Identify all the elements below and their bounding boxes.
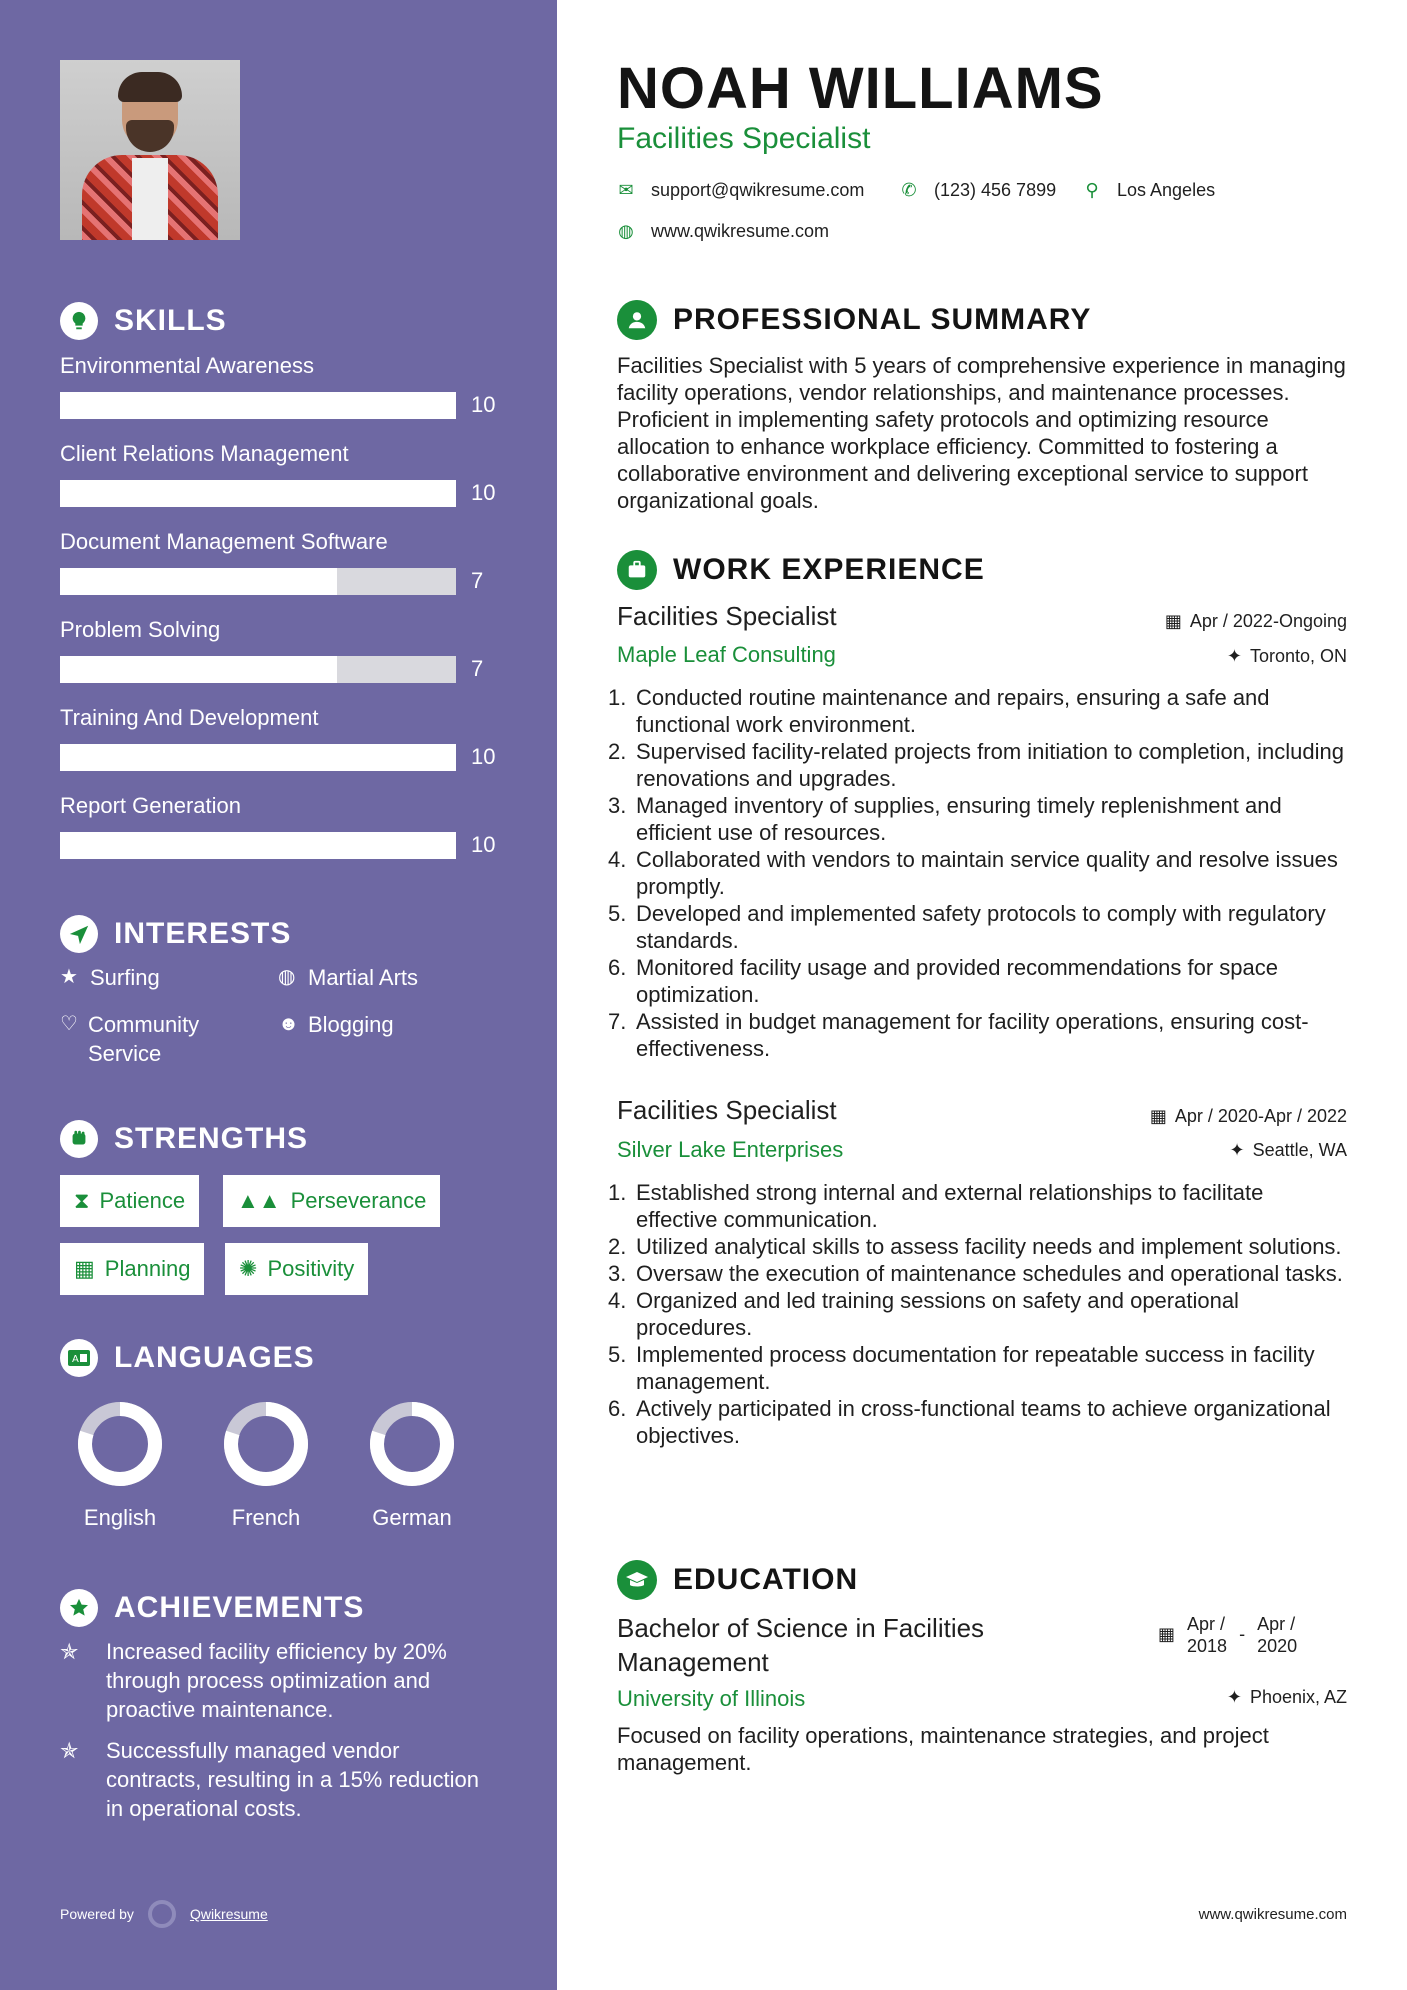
duty-item xyxy=(608,684,1348,738)
lightbulb-icon xyxy=(60,302,98,340)
skill-name: Problem Solving xyxy=(60,617,221,642)
skills-title: SKILLS xyxy=(114,304,227,337)
duty-item xyxy=(608,792,1348,846)
summary-title: PROFESSIONAL SUMMARY xyxy=(673,303,1092,336)
strength-label: Planning xyxy=(104,1256,191,1281)
duty-number: 4. xyxy=(608,847,627,872)
star-icon: ★ xyxy=(60,966,78,988)
achievement-item xyxy=(60,1736,490,1823)
education-title: EDUCATION xyxy=(673,1563,859,1596)
achievement-text: Increased facility efficiency by 20% through process optimization and proactive maintenance. xyxy=(106,1639,447,1722)
edu-start-month: Apr / xyxy=(1187,1614,1226,1634)
language-item xyxy=(352,1399,472,1531)
sun-icon: ✺ xyxy=(239,1256,258,1281)
duty-text: Oversaw the execution of maintenance schedules and operational tasks. xyxy=(636,1261,1343,1286)
skill-value: 10 xyxy=(471,744,496,769)
contact-phone[interactable] xyxy=(900,180,1056,201)
strength-label: Perseverance xyxy=(290,1188,427,1213)
language-ring xyxy=(221,1399,311,1489)
edu-end-year: 2020 xyxy=(1257,1636,1298,1656)
duty-item xyxy=(608,1395,1348,1449)
strength-badge xyxy=(60,1175,199,1227)
calendar-icon: ▦ xyxy=(1158,1624,1176,1644)
job-company: Maple Leaf Consulting xyxy=(617,642,836,667)
email-text: support@qwikresume.com xyxy=(651,180,865,200)
fist-icon xyxy=(60,1120,98,1158)
envelope-icon: ✉ xyxy=(618,180,634,200)
education-text: Focused on facility operations, maintenance strategies, and project management. xyxy=(617,1723,1269,1775)
job-dates-text: Apr / 2020-Apr / 2022 xyxy=(1174,1106,1347,1126)
binoculars-icon: ▲▲ xyxy=(237,1188,281,1213)
job-dates xyxy=(1150,1106,1347,1127)
job-duties xyxy=(608,1179,1348,1449)
strength-badge xyxy=(223,1175,440,1227)
skill-name: Training And Development xyxy=(60,705,319,730)
duty-number: 7. xyxy=(608,1009,627,1034)
edu-end-month: Apr / xyxy=(1257,1614,1296,1634)
duty-text: Organized and led training sessions on safety and operational procedures. xyxy=(636,1288,1239,1340)
interest-item xyxy=(278,963,418,992)
skill-value: 10 xyxy=(471,480,496,505)
job-company: Silver Lake Enterprises xyxy=(617,1137,844,1162)
edu-end xyxy=(1257,1613,1297,1657)
footer-url[interactable]: www.qwikresume.com xyxy=(1198,1906,1347,1923)
achievement-text: Successfully managed vendor contracts, resulting in a 15% reduction in operational costs. xyxy=(106,1738,479,1821)
duty-text: Collaborated with vendors to maintain service quality and resolve issues promptly. xyxy=(636,847,1338,899)
interest-label: Blogging xyxy=(308,1012,394,1037)
qwikresume-link[interactable]: Qwikresume xyxy=(189,1906,268,1922)
job-dates xyxy=(1165,611,1347,632)
achievements-title: ACHIEVEMENTS xyxy=(114,1591,365,1624)
sidebar xyxy=(0,0,557,1990)
strength-label: Patience xyxy=(99,1188,186,1213)
interest-item xyxy=(278,1010,394,1039)
pin-icon: ✦ xyxy=(1226,1687,1242,1707)
skill-name: Document Management Software xyxy=(60,529,388,554)
education-heading xyxy=(617,1560,858,1600)
job-title: Facilities Specialist xyxy=(617,601,837,631)
duty-text: Actively participated in cross-functional teams to achieve organizational objectives. xyxy=(636,1396,1331,1448)
interests-heading xyxy=(60,915,291,953)
hand-heart-icon: ♡ xyxy=(60,1013,78,1035)
job-location-text: Seattle, WA xyxy=(1252,1140,1347,1160)
languages-heading xyxy=(60,1339,315,1377)
duty-text: Monitored facility usage and provided recommendations for space optimization. xyxy=(636,955,1279,1007)
paper-plane-icon xyxy=(60,915,98,953)
duty-item xyxy=(608,1179,1348,1233)
duty-item xyxy=(608,738,1348,792)
skill-bar xyxy=(60,568,456,595)
experience-title: WORK EXPERIENCE xyxy=(673,553,985,586)
interests-title: INTERESTS xyxy=(114,917,292,950)
education-location-text: Phoenix, AZ xyxy=(1249,1687,1347,1707)
duty-number: 6. xyxy=(608,1396,627,1421)
pin-icon: ✦ xyxy=(1229,1140,1245,1160)
calendar-icon: ▦ xyxy=(74,1256,95,1281)
language-ring xyxy=(75,1399,165,1489)
duty-number: 5. xyxy=(608,1342,627,1367)
skill-bar-fill xyxy=(60,656,337,683)
language-name: French xyxy=(231,1505,301,1530)
language-name: German xyxy=(372,1505,452,1530)
job-location xyxy=(1227,646,1347,667)
skill-value: 10 xyxy=(471,832,496,857)
duty-number: 5. xyxy=(608,901,627,926)
phone-icon: ✆ xyxy=(901,180,917,200)
profile-photo xyxy=(60,60,240,240)
language-item xyxy=(60,1399,180,1531)
candidate-role: Facilities Specialist xyxy=(617,122,871,155)
school-name: University of Illinois xyxy=(617,1686,806,1711)
strengths-heading xyxy=(60,1120,308,1158)
duty-item xyxy=(608,900,1348,954)
interest-label: Community Service xyxy=(87,1012,200,1066)
phone-text: (123) 456 7899 xyxy=(934,180,1057,200)
degree-title: Bachelor of Science in Facilities Management xyxy=(617,1613,985,1677)
strengths-title: STRENGTHS xyxy=(114,1122,309,1155)
skill-bar-fill xyxy=(60,568,337,595)
duty-text: Established strong internal and external relationships to facilitate effective communication. xyxy=(636,1180,1264,1232)
duty-number: 6. xyxy=(608,955,627,980)
powered-by-label: Powered by xyxy=(60,1906,134,1922)
edu-start-year: 2018 xyxy=(1187,1636,1228,1656)
languages-title: LANGUAGES xyxy=(114,1341,315,1374)
achievements-heading xyxy=(60,1589,364,1627)
star-icon: ✯ xyxy=(60,1738,79,1763)
education-location xyxy=(1227,1687,1347,1708)
language-item xyxy=(206,1399,326,1531)
job-title: Facilities Specialist xyxy=(617,1095,837,1125)
summary-heading xyxy=(617,300,1091,340)
language-icon xyxy=(60,1339,98,1377)
education-dates xyxy=(1158,1613,1297,1657)
interest-label: Martial Arts xyxy=(308,965,419,990)
strength-label: Positivity xyxy=(267,1256,355,1281)
globe-icon: ◍ xyxy=(618,221,634,241)
strength-badge xyxy=(225,1243,368,1295)
contact-website[interactable] xyxy=(617,221,829,242)
duty-text: Managed inventory of supplies, ensuring timely replenishment and efficient use of resources. xyxy=(636,793,1282,845)
powered-by xyxy=(60,1900,268,1928)
candidate-name: NOAH WILLIAMS xyxy=(617,56,1104,121)
website-text: www.qwikresume.com xyxy=(651,221,830,241)
skill-bar xyxy=(60,480,456,507)
skill-bar-fill xyxy=(60,744,456,771)
skill-value: 7 xyxy=(471,656,484,681)
star-badge-icon xyxy=(60,1589,98,1627)
skill-name: Client Relations Management xyxy=(60,441,349,466)
skill-bar xyxy=(60,656,456,683)
briefcase-icon xyxy=(617,550,657,590)
duty-item xyxy=(608,1008,1348,1062)
user-icon xyxy=(617,300,657,340)
calendar-icon: ▦ xyxy=(1149,1106,1167,1126)
duty-number: 4. xyxy=(608,1288,627,1313)
edu-start xyxy=(1187,1613,1227,1657)
duty-text: Assisted in budget management for facility operations, ensuring cost-effectiveness. xyxy=(636,1009,1309,1061)
star-icon: ✯ xyxy=(60,1639,79,1664)
duty-item xyxy=(608,846,1348,900)
duty-number: 3. xyxy=(608,793,627,818)
duty-item xyxy=(608,1260,1348,1287)
duty-number: 1. xyxy=(608,685,627,710)
job-location-text: Toronto, ON xyxy=(1249,646,1347,666)
users-icon: ☻ xyxy=(278,1013,300,1035)
language-ring xyxy=(367,1399,457,1489)
skills-heading xyxy=(60,302,227,340)
skill-value: 7 xyxy=(471,568,484,593)
skill-name: Report Generation xyxy=(60,793,241,818)
duty-item xyxy=(608,1287,1348,1341)
duty-item xyxy=(608,1341,1348,1395)
job-dates-text: Apr / 2022-Ongoing xyxy=(1189,611,1347,631)
achievement-item xyxy=(60,1637,490,1724)
globe-icon: ◍ xyxy=(278,966,296,988)
duty-text: Developed and implemented safety protocols to comply with regulatory standards. xyxy=(636,901,1326,953)
svg-text:A: A xyxy=(72,1354,79,1365)
skill-bar xyxy=(60,392,456,419)
calendar-icon: ▦ xyxy=(1164,611,1182,631)
skill-value: 10 xyxy=(471,392,496,417)
hourglass-icon: ⧗ xyxy=(74,1188,90,1213)
interest-item xyxy=(60,1010,240,1068)
qwikresume-logo xyxy=(148,1900,176,1928)
language-name: English xyxy=(83,1505,157,1530)
skill-bar xyxy=(60,744,456,771)
experience-heading xyxy=(617,550,985,590)
pin-icon: ✦ xyxy=(1226,646,1242,666)
summary-text: Facilities Specialist with 5 years of comprehensive experience in managing facility operations, vendor relationships, and maintenance processes. Proficient in implementing safety protocols and optimizing resource allocation to enhance workplace efficiency. Committed to fostering a collaborative environment and delivering exceptional service to support organizational goals. xyxy=(617,353,1346,513)
location-text: Los Angeles xyxy=(1117,180,1216,200)
duty-text: Utilized analytical skills to assess facility needs and implement solutions. xyxy=(636,1234,1342,1259)
duty-item xyxy=(608,954,1348,1008)
skill-bar-fill xyxy=(60,480,456,507)
duty-item xyxy=(608,1233,1348,1260)
graduation-cap-icon xyxy=(617,1560,657,1600)
strength-badge xyxy=(60,1243,204,1295)
skill-bar-fill xyxy=(60,832,456,859)
job-location xyxy=(1230,1140,1347,1161)
duty-number: 3. xyxy=(608,1261,627,1286)
skill-name: Environmental Awareness xyxy=(60,353,314,378)
map-pin-icon: ⚲ xyxy=(1085,180,1099,200)
job-duties xyxy=(608,684,1348,1062)
interest-item xyxy=(60,963,160,992)
duty-text: Conducted routine maintenance and repairs, ensuring a safe and functional work environment. xyxy=(636,685,1270,737)
duty-number: 1. xyxy=(608,1180,627,1205)
interest-label: Surfing xyxy=(90,965,160,990)
skill-bar xyxy=(60,832,456,859)
duty-number: 2. xyxy=(608,739,627,764)
contact-email[interactable] xyxy=(617,180,864,201)
duty-text: Supervised facility-related projects from initiation to completion, including renovations and upgrades. xyxy=(636,739,1345,791)
date-separator: - xyxy=(1239,1624,1246,1644)
duty-text: Implemented process documentation for repeatable success in facility management. xyxy=(636,1342,1315,1394)
skill-bar-fill xyxy=(60,392,456,419)
contact-location xyxy=(1083,180,1215,201)
duty-number: 2. xyxy=(608,1234,627,1259)
